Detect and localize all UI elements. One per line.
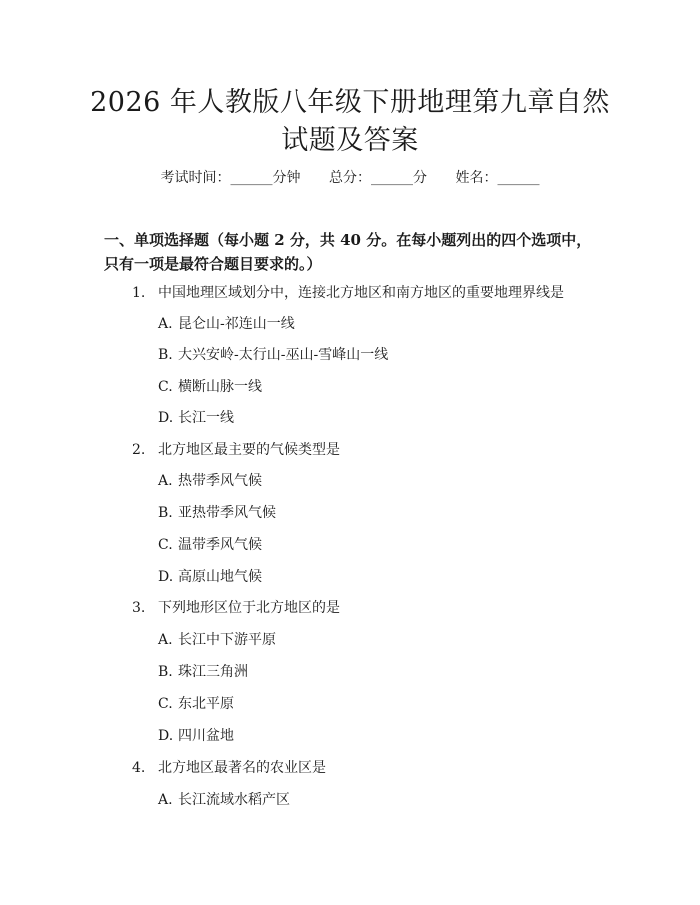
question-1 <box>132 283 612 303</box>
exam-meta <box>0 168 700 188</box>
question-number: 1. <box>132 285 146 301</box>
question-4-option-a <box>158 790 598 810</box>
question-3-option-a <box>158 630 598 650</box>
option-text: 长江一线 <box>178 410 234 426</box>
question-3-option-b <box>158 662 598 682</box>
option-text: 长江流域水稻产区 <box>178 792 290 808</box>
option-letter: B. <box>158 347 173 363</box>
question-1-option-b <box>158 345 598 365</box>
question-2-option-c <box>158 535 598 555</box>
question-number: 2. <box>132 442 146 458</box>
question-2 <box>132 440 612 460</box>
option-letter: C. <box>158 537 173 553</box>
question-1-option-d <box>158 408 598 428</box>
question-number: 4. <box>132 760 146 776</box>
question-2-option-b <box>158 503 598 523</box>
option-letter: B. <box>158 664 173 680</box>
question-3 <box>132 598 612 618</box>
question-1-option-c <box>158 377 598 397</box>
option-text: 热带季风气候 <box>178 473 262 489</box>
question-3-option-d <box>158 726 598 746</box>
option-letter: A. <box>158 473 173 489</box>
option-text: 温带季风气候 <box>178 537 262 553</box>
option-letter: C. <box>158 379 173 395</box>
question-text: 下列地形区位于北方地区的是 <box>158 600 340 616</box>
question-2-option-d <box>158 567 598 587</box>
document-title: 2026 年人教版八年级下册地理第九章自然试题及答案 <box>90 87 610 156</box>
question-3-option-c <box>158 694 598 714</box>
option-text: 亚热带季风气候 <box>178 505 276 521</box>
option-letter: D. <box>158 410 174 426</box>
question-2-option-a <box>158 471 598 491</box>
option-letter: D. <box>158 728 174 744</box>
option-text: 长江中下游平原 <box>178 632 276 648</box>
option-letter: A. <box>158 792 173 808</box>
option-text: 四川盆地 <box>178 728 234 744</box>
question-1-option-a <box>158 314 598 334</box>
option-text: 东北平原 <box>178 696 234 712</box>
option-text: 大兴安岭-太行山-巫山-雪峰山一线 <box>178 347 389 363</box>
question-text: 北方地区最著名的农业区是 <box>158 760 326 776</box>
option-letter: A. <box>158 316 173 332</box>
option-text: 高原山地气候 <box>178 569 262 585</box>
option-letter: B. <box>158 505 173 521</box>
section-heading: 一、单项选择题（每小题 2 分，共 40 分。在每小题列出的四个选项中，只有一项是最符合题目要求的。） <box>104 231 592 273</box>
option-text: 珠江三角洲 <box>178 664 248 680</box>
student-name: 姓名：______ <box>455 170 540 186</box>
question-4 <box>132 758 612 778</box>
option-letter: D. <box>158 569 174 585</box>
question-text: 北方地区最主要的气候类型是 <box>158 442 340 458</box>
question-text: 中国地理区域划分中，连接北方地区和南方地区的重要地理界线是 <box>158 285 564 301</box>
question-number: 3. <box>132 600 146 616</box>
option-letter: A. <box>158 632 173 648</box>
option-text: 昆仑山-祁连山一线 <box>178 316 295 332</box>
exam-total-score: 总分：______分 <box>329 170 427 186</box>
exam-time: 考试时间：______分钟 <box>160 170 301 186</box>
option-letter: C. <box>158 696 173 712</box>
option-text: 横断山脉一线 <box>178 379 262 395</box>
